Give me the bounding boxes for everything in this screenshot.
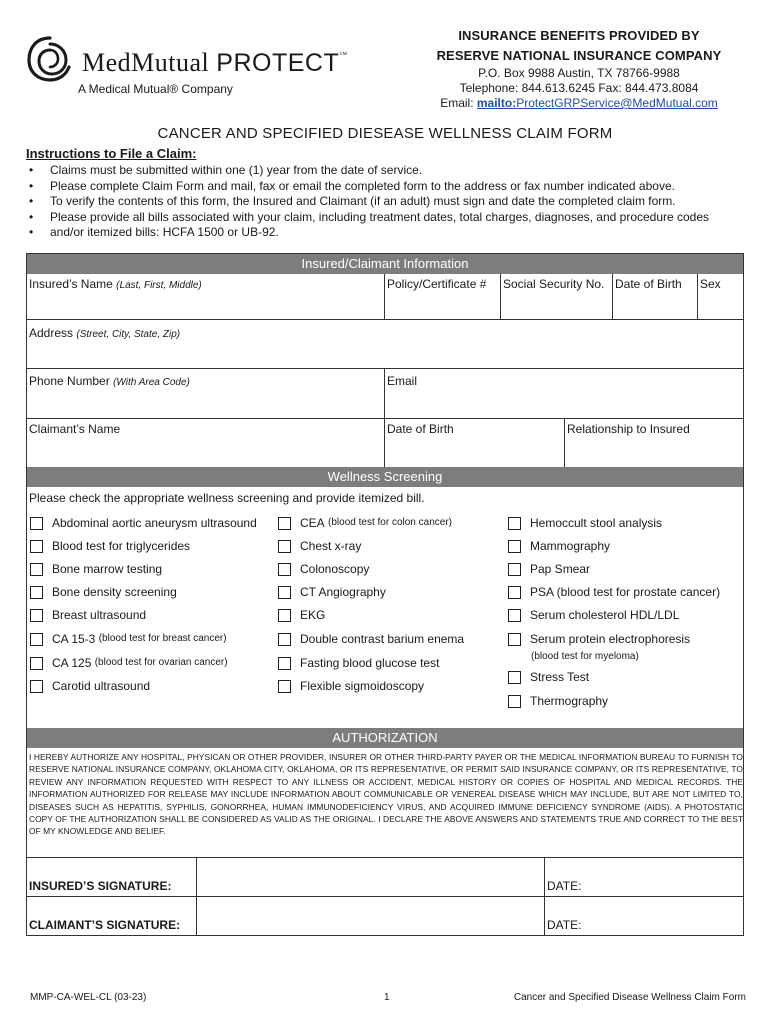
brand-name [82,48,348,78]
form-code: MMP-CA-WEL-CL (03-23) [30,992,147,1003]
checkbox[interactable] [278,517,291,530]
checkbox-item[interactable]: CT Angiography [278,585,386,599]
checkbox-item[interactable]: Colonoscopy [278,562,369,576]
checkbox-item[interactable]: Hemoccult stool analysis [508,516,662,530]
medmutual-logo-mark-icon [26,34,74,84]
checkbox-item[interactable]: Pap Smear [508,562,590,576]
ssn-field[interactable]: Social Security No. [503,277,605,291]
instruction-item: • Please complete Claim Form and mail, fax or email the completed form to the address or fax number indicated above. [26,179,746,195]
brand-subtitle: A Medical Mutual® Company [78,82,233,96]
instruction-item-continuation: • and/or itemized bills: HCFA 1500 or UB-92. [26,225,746,241]
instruction-item: • To verify the contents of this form, the Insured and Claimant (if an adult) must sign and date the completed claim form. [26,194,746,210]
email-label: Email: [440,96,477,110]
checkbox[interactable] [30,540,43,553]
checkbox-item[interactable]: Blood test for triglycerides [30,539,190,553]
page-number: 1 [384,992,390,1003]
brand-name-part1: MedMutual [82,48,210,77]
checkbox-item[interactable]: Bone density screening [30,585,177,599]
checkbox[interactable] [30,517,43,530]
insured-dob-field[interactable]: Date of Birth [615,277,682,291]
checkbox[interactable] [278,540,291,553]
insured-signature-label: INSURED’S SIGNATURE: [29,879,172,893]
checkbox-item[interactable]: CA 125 (blood test for ovarian cancer) [30,656,228,670]
policy-number-field[interactable]: Policy/Certificate # [387,277,487,291]
checkbox[interactable] [508,633,521,646]
insured-section-header: Insured/Claimant Information [27,254,743,274]
form-title: CANCER AND SPECIFIED DIESEASE WELLNESS CLAIM FORM [157,125,613,142]
authorization-text: I HEREBY AUTHORIZE ANY HOSPITAL, PHYSICAN OR OTHER PROVIDER, INSURER OR OTHER THIRD-PARTY PAYER OR THE MEDICAL INFORMATION BUREAU TO FURNISH TO RESERVE NATIONAL INSURANCE COMPANY, OKLAHOMA CITY, OKLAHOMA, OR ITS REPRESENTATIVE, OR PERMIT SAID INSURANCE COMPANY, OR ITS REPRESENTATIVE, TO REVIEW ANY INFORMATION REQUESTED WITH RESPECT TO ANY ILLNESS OR ACCIDENT, MEDICAL HISTORY OR COPIES OF HOSPITAL AND MEDICAL RECORDS. THE INFORMATION AUTHORIZED FOR RELEASE MAY INCLUDE INFORMATION ABOUT COMMUNICABLE OR VENEREAL DISEASE WHICH MAY INCLUDE, BUT ARE NOT LIMITED TO, DISEASES SUCH AS HEPATITIS, SYPHILIS, GONORRHEA, HUMAN IMMUNODEFICIENCY VIRUS, AND ACQUIRED IMMUNE DEFICIENCY SYNDROME (AIDS). A PHOTOSTATIC COPY OF THE AUTHORIZATION SHALL BE CONSIDERED AS VALID AS THE ORIGINAL. I DECLARE THE ABOVE ANSWERS AND STATEMENTS TRUE AND CORRECT TO THE BEST OF MY KNOWLEDGE AND BELIEF. [29,752,743,837]
insured-signature-field[interactable] [197,858,543,895]
wellness-intro: Please check the appropriate wellness screening and provide itemized bill. [29,491,425,505]
checkbox-item[interactable]: Stress Test [508,670,589,684]
trademark-mark: ™ [339,50,348,59]
checkbox-item[interactable]: CEA (blood test for colon cancer) [278,516,452,530]
address-field[interactable]: Address (Street, City, State, Zip) [29,326,181,340]
insured-date-label: DATE: [547,879,582,893]
checkbox-item[interactable]: Carotid ultrasound [30,679,150,693]
checkbox[interactable] [278,586,291,599]
email-address-link[interactable]: ProtectGRPService@MedMutual.com [516,96,718,110]
email-mailto-link[interactable]: mailto: [476,96,517,110]
insured-name-field[interactable]: Insured’s Name (Last, First, Middle) [29,277,202,291]
checkbox-item[interactable]: EKG [278,608,325,622]
checkbox-item[interactable]: Chest x-ray [278,539,361,553]
checkbox[interactable] [30,657,43,670]
instructions-list [26,163,746,241]
insurer-address: P.O. Box 9988 Austin, TX 78766-9988 [478,66,680,80]
checkbox[interactable] [508,540,521,553]
claim-form-box [26,253,744,936]
checkbox[interactable] [278,609,291,622]
page-header [26,26,744,118]
checkbox[interactable] [508,586,521,599]
instruction-item: • Claims must be submitted within one (1) year from the date of service. [26,163,746,179]
checkbox-item[interactable]: Mammography [508,539,610,553]
checkbox[interactable] [508,563,521,576]
checkbox[interactable] [30,680,43,693]
insurer-line1: INSURANCE BENEFITS PROVIDED BY [458,28,700,43]
checkbox-item[interactable]: CA 15-3 (blood test for breast cancer) [30,632,227,646]
phone-number-field[interactable]: Phone Number (With Area Code) [29,374,190,388]
checkbox[interactable] [508,695,521,708]
insurer-contact-block [414,26,744,111]
checkbox[interactable] [278,563,291,576]
claimant-name-field[interactable]: Claimant’s Name [29,422,121,436]
wellness-section-header: Wellness Screening [27,467,743,487]
checkbox[interactable] [508,671,521,684]
email-field[interactable]: Email [387,374,418,388]
checkbox-item[interactable]: Flexible sigmoidoscopy [278,679,424,693]
checkbox[interactable] [30,563,43,576]
claimant-dob-field[interactable]: Date of Birth [387,422,454,436]
authorization-section-header: AUTHORIZATION [27,728,743,748]
checkbox[interactable] [278,657,291,670]
relationship-field[interactable]: Relationship to Insured [567,422,690,436]
checkbox-item[interactable]: Fasting blood glucose test [278,656,439,670]
checkbox-item[interactable]: Thermography [508,694,608,708]
checkbox-item[interactable]: Double contrast barium enema [278,632,464,646]
checkbox[interactable] [278,633,291,646]
instructions-heading: Instructions to File a Claim: [26,146,197,161]
instructions [26,146,746,241]
checkbox[interactable] [30,609,43,622]
claimant-date-label: DATE: [547,918,582,932]
instruction-item: • Please provide all bills associated with your claim, including treatment dates, total charges, diagnoses, and procedure codes [26,210,746,226]
checkbox[interactable] [278,680,291,693]
checkbox[interactable] [30,586,43,599]
checkbox-item[interactable]: Breast ultrasound [30,608,146,622]
footer-form-name: Cancer and Specified Disease Wellness Claim Form [513,992,746,1003]
checkbox-item[interactable]: Abdominal aortic aneurysm ultrasound [30,516,257,530]
checkbox-item[interactable]: Serum cholesterol HDL/LDL [508,608,679,622]
insurer-line2: RESERVE NATIONAL INSURANCE COMPANY [436,48,722,63]
checkbox-item[interactable]: Serum protein electrophoresis [508,632,690,646]
checkbox-item[interactable]: PSA (blood test for prostate cancer) [508,585,720,599]
checkbox-item[interactable]: Bone marrow testing [30,562,162,576]
insurer-phone-fax: Telephone: 844.613.6245 Fax: 844.473.8084 [459,81,699,95]
checkbox[interactable] [508,517,521,530]
insurer-email [414,96,744,111]
claimant-signature-label: CLAIMANT’S SIGNATURE: [29,918,181,932]
myeloma-note: (blood test for myeloma) [531,651,639,662]
checkbox[interactable] [30,633,43,646]
claimant-signature-field[interactable] [197,897,543,935]
medmutual-protect-logo [26,34,386,104]
claimant-date-field[interactable] [595,897,742,935]
insured-date-field[interactable] [595,858,742,895]
sex-field[interactable]: Sex [700,277,721,291]
checkbox[interactable] [508,609,521,622]
brand-name-part2: PROTECT [216,49,340,77]
